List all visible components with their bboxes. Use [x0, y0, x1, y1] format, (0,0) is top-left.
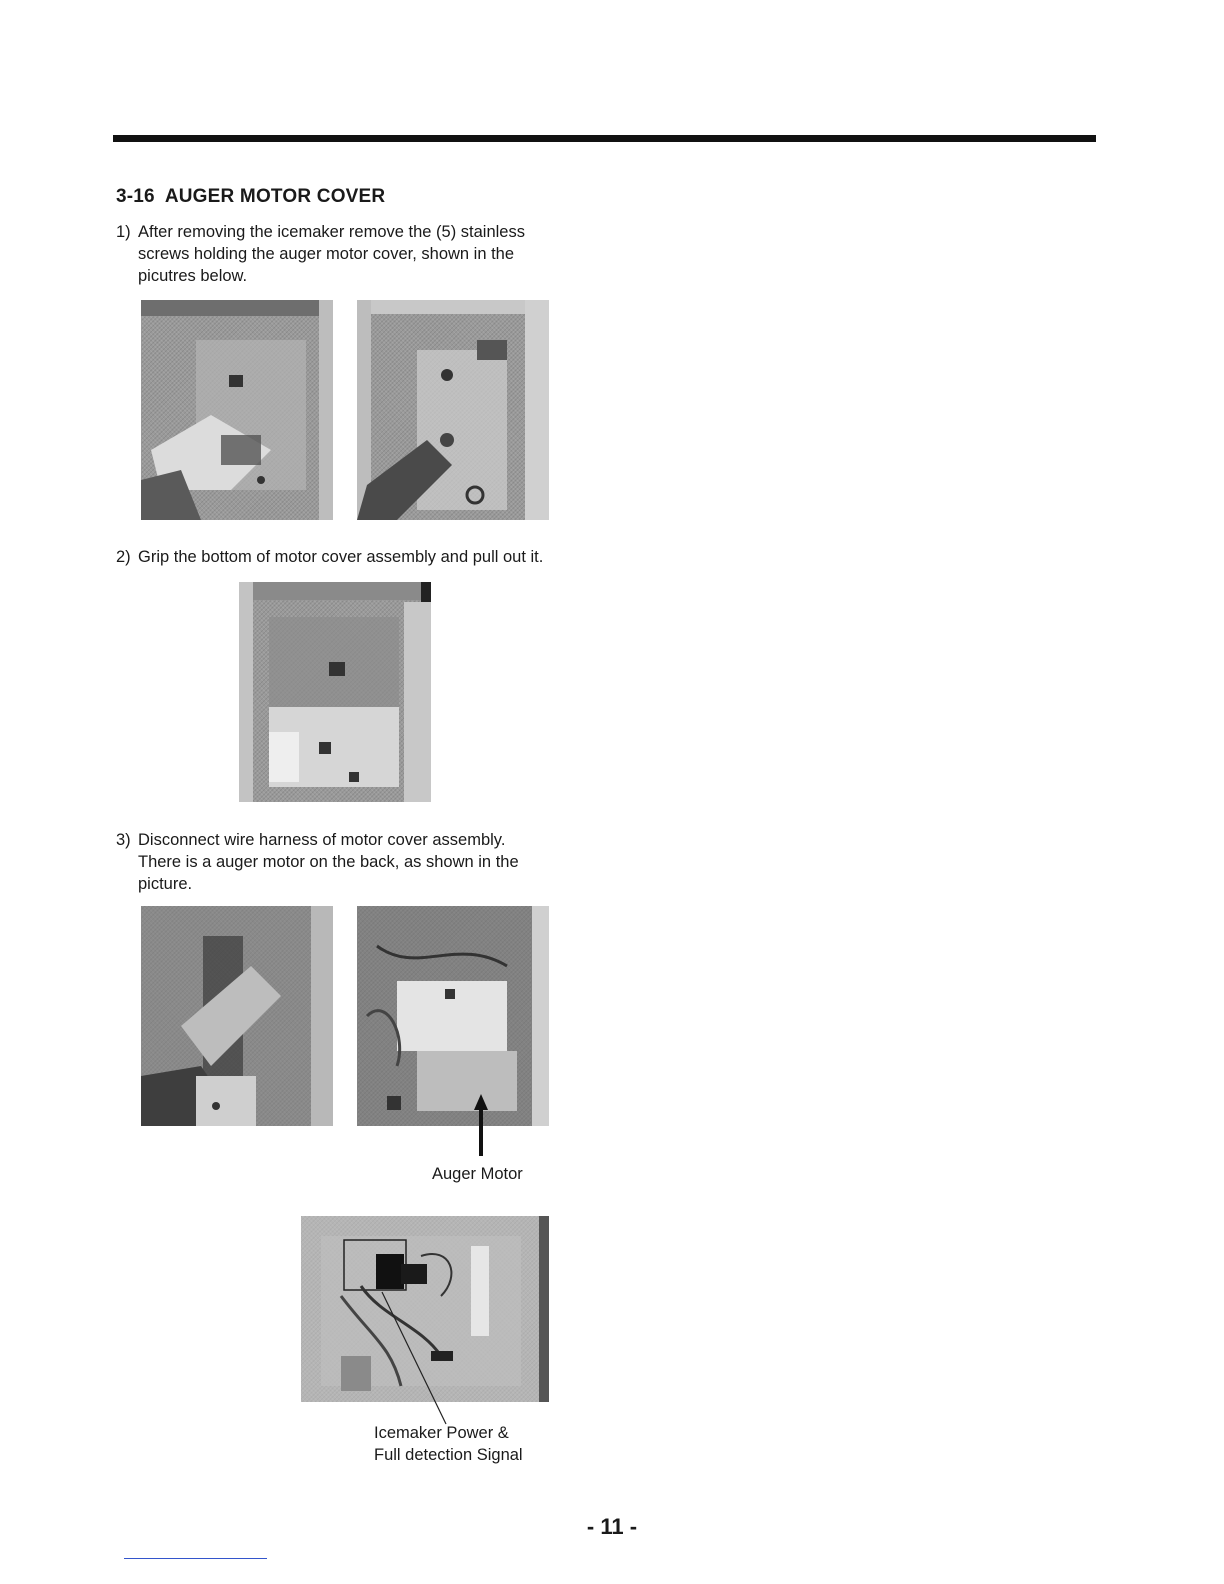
step-2 — [116, 546, 543, 568]
step-line: There is a auger motor on the back, as shown in the — [138, 853, 519, 871]
section-title: AUGER MOTOR COVER — [164, 186, 386, 207]
step-number: 3) — [116, 831, 131, 849]
icemaker-caption — [374, 1422, 523, 1466]
step-3 — [116, 829, 519, 895]
header-rule — [113, 135, 1096, 142]
icemaker-caption-line2: Full detection Signal — [374, 1446, 523, 1464]
icemaker-leader-line — [380, 1290, 450, 1430]
photo-pull-out-cover — [239, 582, 431, 802]
photo-auger-motor-back — [357, 906, 549, 1126]
step-line: picture. — [138, 875, 193, 893]
page-number: - 11 - — [586, 1514, 638, 1539]
auger-motor-arrow — [470, 1090, 492, 1160]
auger-motor-caption: Auger Motor — [432, 1165, 523, 1183]
step-number: 2) — [116, 548, 131, 566]
step-line: screws holding the auger motor cover, shown in the — [138, 245, 515, 263]
photo-disconnect-harness — [141, 906, 333, 1126]
section-heading — [116, 186, 385, 208]
step-1 — [116, 221, 525, 287]
photo-removing-screws-left — [141, 300, 333, 520]
section-number: 3-16 — [116, 186, 155, 207]
step-number: 1) — [116, 223, 131, 241]
step-line: picutres below. — [138, 267, 248, 285]
step-line: Disconnect wire harness of motor cover assembly. — [138, 831, 506, 849]
step-line: After removing the icemaker remove the (5) stainless — [138, 223, 525, 241]
step-line: Grip the bottom of motor cover assembly and pull out it. — [138, 548, 544, 566]
photo-removing-screws-right — [357, 300, 549, 520]
footer-line — [124, 1558, 267, 1559]
icemaker-caption-line1: Icemaker Power & — [374, 1424, 509, 1442]
